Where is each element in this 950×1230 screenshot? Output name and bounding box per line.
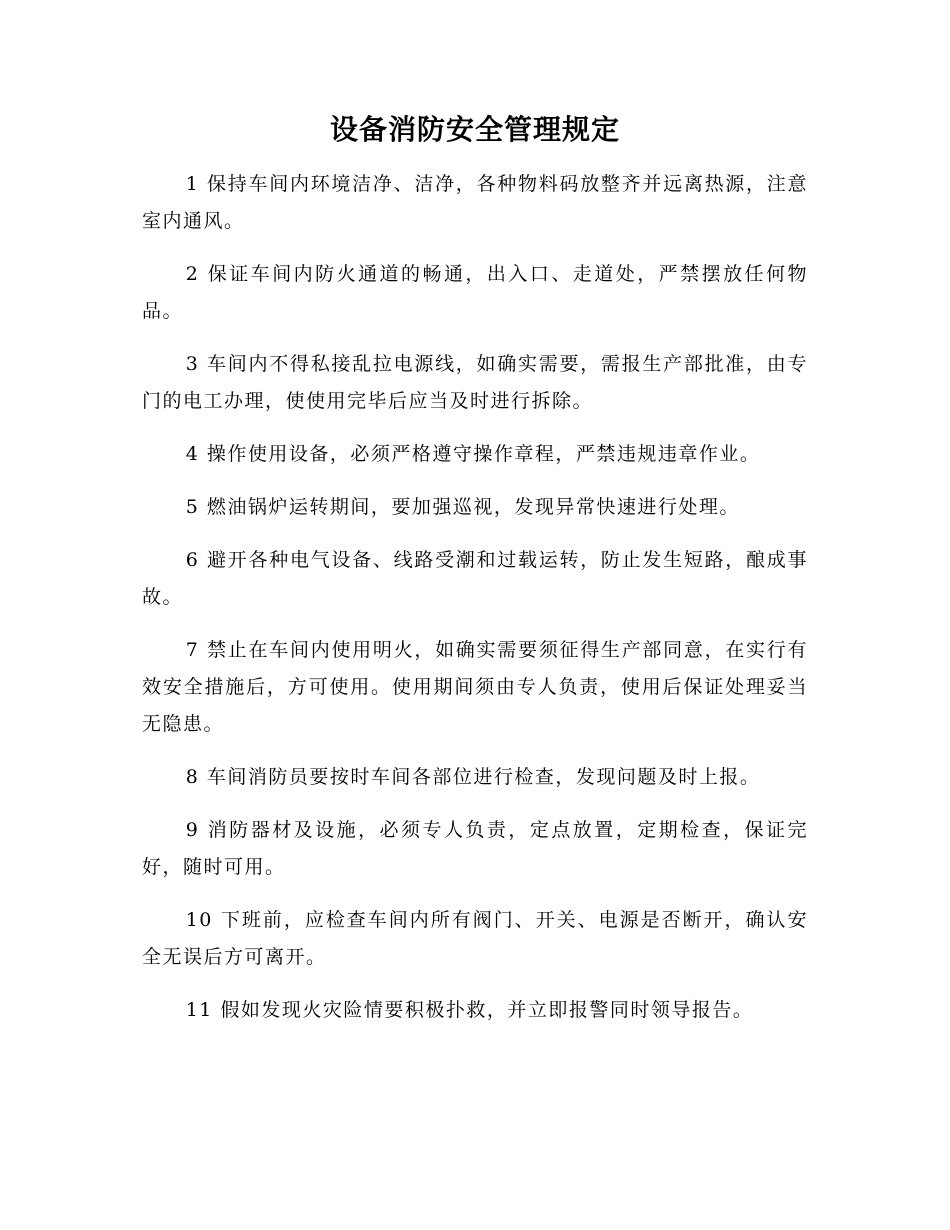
rule-paragraph-1: 1 保持车间内环境洁净、洁净，各种物料码放整齐并远离热源，注意室内通风。: [142, 173, 808, 232]
rule-paragraph-6: 6 避开各种电气设备、线路受潮和过载运转，防止发生短路，酿成事故。: [142, 549, 808, 608]
rule-paragraph-3: 3 车间内不得私接乱拉电源线，如确实需要，需报生产部批准，由专门的电工办理，使使用完毕后应当及时进行拆除。: [142, 353, 808, 412]
rule-paragraph-4: 4 操作使用设备，必须严格遵守操作章程，严禁违规违章作业。: [185, 443, 761, 465]
rule-paragraph-8: 8 车间消防员要按时车间各部位进行检查，发现问题及时上报。: [185, 766, 761, 788]
rule-paragraph-7: 7 禁止在车间内使用明火，如确实需要须征得生产部同意，在实行有效安全措施后，方可使用。使用期间须由专人负责，使用后保证处理妥当无隐患。: [142, 639, 808, 735]
rule-paragraph-5: 5 燃油锅炉运转期间，要加强巡视，发现异常快速进行处理。: [185, 496, 740, 518]
document-title: 设备消防安全管理规定: [329, 113, 620, 146]
rule-paragraph-10: 10 下班前，应检查车间内所有阀门、开关、电源是否断开，确认安全无误后方可离开。: [142, 909, 808, 968]
rule-paragraph-11: 11 假如发现火灾险情要积极扑救，并立即报警同时领导报告。: [185, 999, 754, 1021]
rule-paragraph-9: 9 消防器材及设施，必须专人负责，定点放置，定期检查，保证完好，随时可用。: [142, 819, 808, 878]
rule-paragraph-2: 2 保证车间内防火通道的畅通，出入口、走道处，严禁摆放任何物品。: [142, 263, 808, 322]
document-body: [142, 166, 808, 1045]
